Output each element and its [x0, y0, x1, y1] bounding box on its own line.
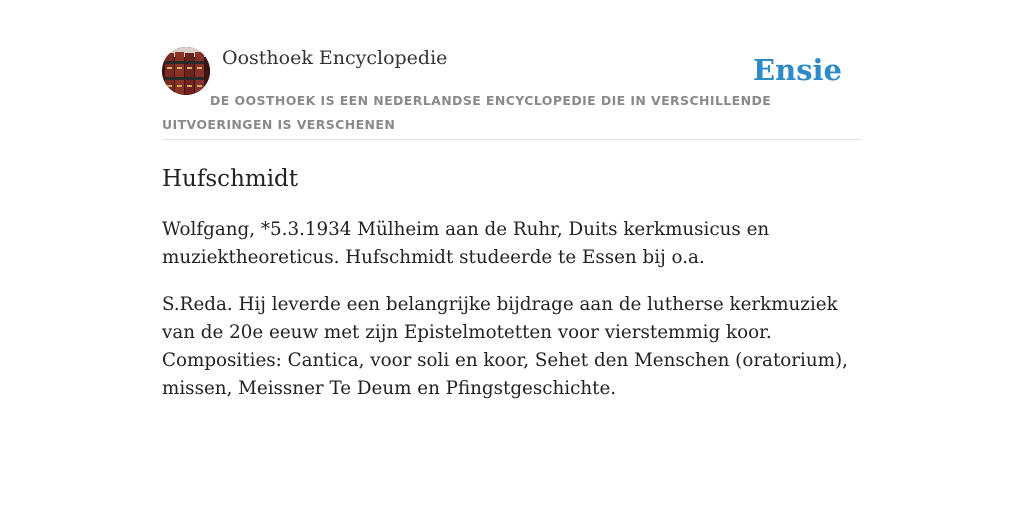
- source-description: DE OOSTHOEK IS EEN NEDERLANDSE ENCYCLOPEDIE DIE IN VERSCHILLENDE UITVOERINGEN IS VERSCHENEN: [162, 93, 772, 132]
- article-paragraph: S.Reda. Hij leverde een belangrijke bijdrage aan de lutherse kerkmuziek van de 20e eeuw met zijn Epistelmotetten voor vierstemmig koor. Composities: Cantica, voor soli en koor, Sehet den Menschen (oratorium), missen, Meissner Te Deum en Pfingstgeschichte.: [162, 294, 848, 399]
- article-paragraph: Wolfgang, *5.3.1934 Mülheim aan de Ruhr, Duits kerkmusicus en muziektheoreticus. Hufschmidt studeerde te Essen bij o.a.: [162, 219, 770, 268]
- encyclopedia-books-icon[interactable]: [162, 47, 210, 95]
- brand-logo-link[interactable]: Ensie: [753, 53, 842, 87]
- article-title: Hufschmidt: [162, 166, 299, 192]
- source-title[interactable]: Oosthoek Encyclopedie: [222, 47, 448, 69]
- divider: [162, 139, 862, 140]
